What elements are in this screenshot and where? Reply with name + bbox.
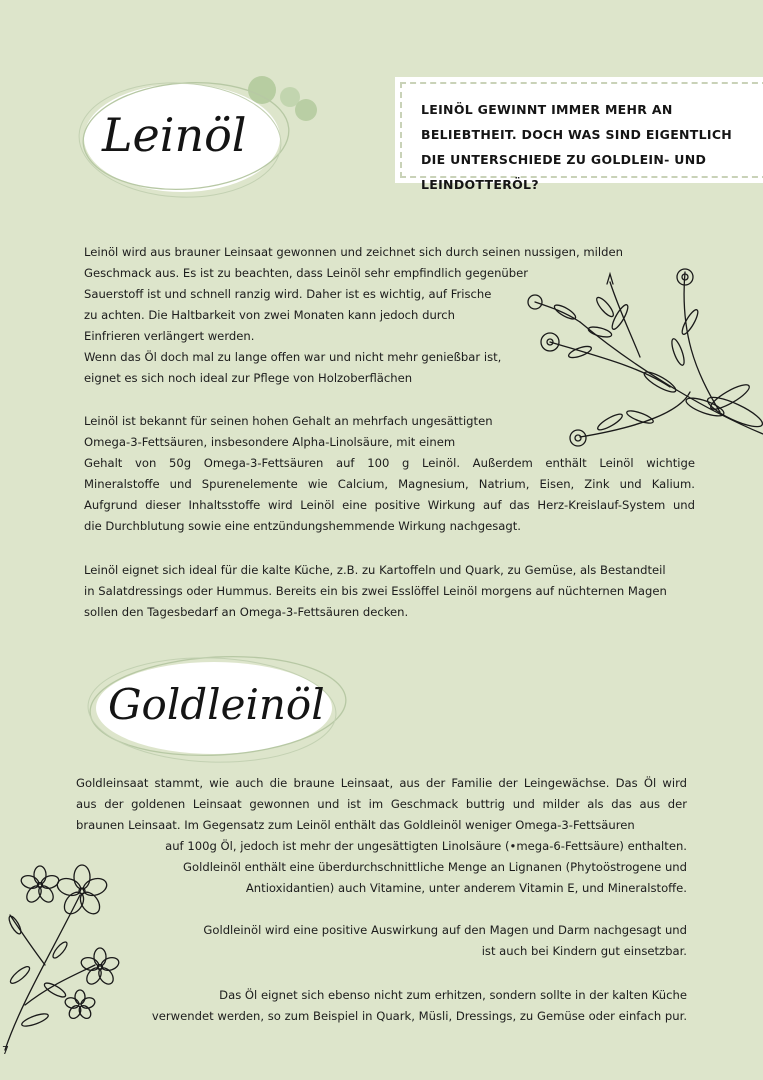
leinoel-paragraph-2 bbox=[84, 411, 695, 541]
text-line: Goldleinsaat stammt, wie auch die braune Leinsaat, aus der Familie der Leingewächse. Das Öl wird bbox=[76, 776, 687, 790]
text-line: eignet es sich noch ideal zur Pflege von Holzoberflächen bbox=[84, 371, 413, 385]
text-line: Antioxidantien) auch Vitamine, unter anderem Vitamin E, und Mineralstoffe. bbox=[245, 881, 687, 895]
text-line: Das Öl eignet sich ebenso nicht zum erhitzen, sondern sollte in der kalten Küche bbox=[219, 988, 687, 1002]
text-line: Goldleinöl enthält eine überdurchschnittliche Menge an Lignanen (Phytoöstrogene und bbox=[183, 860, 687, 874]
text-line: Aufgrund dieser Inhaltsstoffe wird Leinöl eine positive Wirkung auf das Herz-Kreislauf-System und bbox=[84, 498, 695, 512]
text-line: Leinöl ist bekannt für seinen hohen Gehalt an mehrfach ungesättigten bbox=[84, 414, 493, 428]
callout-text: LEINÖL GEWINNT IMMER MEHR AN BELIEBTHEIT. DOCH WAS SIND EIGENTLICH DIE UNTERSCHIEDE ZU GOLDLEIN- UND LEINDOTTERÖL? bbox=[421, 102, 733, 192]
text-line: sollen den Tagesbedarf an Omega-3-Fettsäuren decken. bbox=[84, 605, 409, 619]
goldleinoel-paragraph-2 bbox=[76, 920, 687, 965]
text-line: verwendet werden, so zum Beispiel in Quark, Müsli, Dressings, zu Gemüse oder einfach pur. bbox=[151, 1009, 687, 1023]
goldleinoel-paragraph-1 bbox=[76, 773, 687, 903]
goldleinoel-paragraph-3 bbox=[76, 985, 687, 1030]
text-line: zu achten. Die Haltbarkeit von zwei Monaten kann jedoch durch bbox=[84, 308, 456, 322]
text-line: Leinöl eignet sich ideal für die kalte Küche, z.B. zu Kartoffeln und Quark, zu Gemüse, als Bestandteil bbox=[84, 563, 666, 577]
leinoel-title: Leinöl bbox=[102, 108, 247, 162]
text-line: Leinöl wird aus brauner Leinsaat gewonnen und zeichnet sich durch seinen nussigen, milden bbox=[84, 245, 623, 259]
text-line: Einfrieren verlängert werden. bbox=[84, 329, 255, 343]
leinoel-paragraph-1 bbox=[84, 242, 623, 392]
leinoel-paragraph-3 bbox=[84, 560, 695, 625]
text-line: aus der goldenen Leinsaat gewonnen und ist im Geschmack buttrig und milder als das aus der bbox=[76, 797, 687, 811]
flax-flower-illustration-icon bbox=[0, 855, 140, 1055]
page-number: 7 bbox=[2, 1044, 9, 1057]
text-line: Mineralstoffe und Spurenelemente wie Calcium, Magnesium, Natrium, Eisen, Zink und Kalium. bbox=[84, 477, 695, 491]
text-line: in Salatdressings oder Hummus. Bereits ein bis zwei Esslöffel Leinöl morgens auf nüchternen Magen bbox=[84, 584, 667, 598]
text-line: Gehalt von 50g Omega-3-Fettsäuren auf 100 g Leinöl. Außerdem enthält Leinöl wichtige bbox=[84, 456, 695, 470]
text-line: Geschmack aus. Es ist zu beachten, dass Leinöl sehr empfindlich gegenüber bbox=[84, 266, 529, 280]
text-line: Sauerstoff ist und schnell ranzig wird. Daher ist es wichtig, auf Frische bbox=[84, 287, 492, 301]
text-line: die Durchblutung sowie eine entzündungshemmende Wirkung nachgesagt. bbox=[84, 519, 521, 533]
text-line: auf 100g Öl, jedoch ist mehr der ungesättigten Linolsäure (•mega-6-Fettsäure) enthalten. bbox=[165, 839, 687, 853]
goldleinoel-title: Goldleinöl bbox=[108, 680, 325, 729]
text-line: Omega-3-Fettsäuren, insbesondere Alpha-Linolsäure, mit einem bbox=[84, 435, 456, 449]
text-line: braunen Leinsaat. Im Gegensatz zum Leinöl enthält das Goldleinöl weniger Omega-3-Fettsäuren bbox=[76, 818, 635, 832]
text-line: ist auch bei Kindern gut einsetzbar. bbox=[481, 944, 687, 958]
text-line: Wenn das Öl doch mal zu lange offen war und nicht mehr genießbar ist, bbox=[84, 350, 502, 364]
intro-callout bbox=[395, 77, 763, 192]
text-line: Goldleinöl wird eine positive Auswirkung auf den Magen und Darm nachgesagt und bbox=[203, 923, 687, 937]
